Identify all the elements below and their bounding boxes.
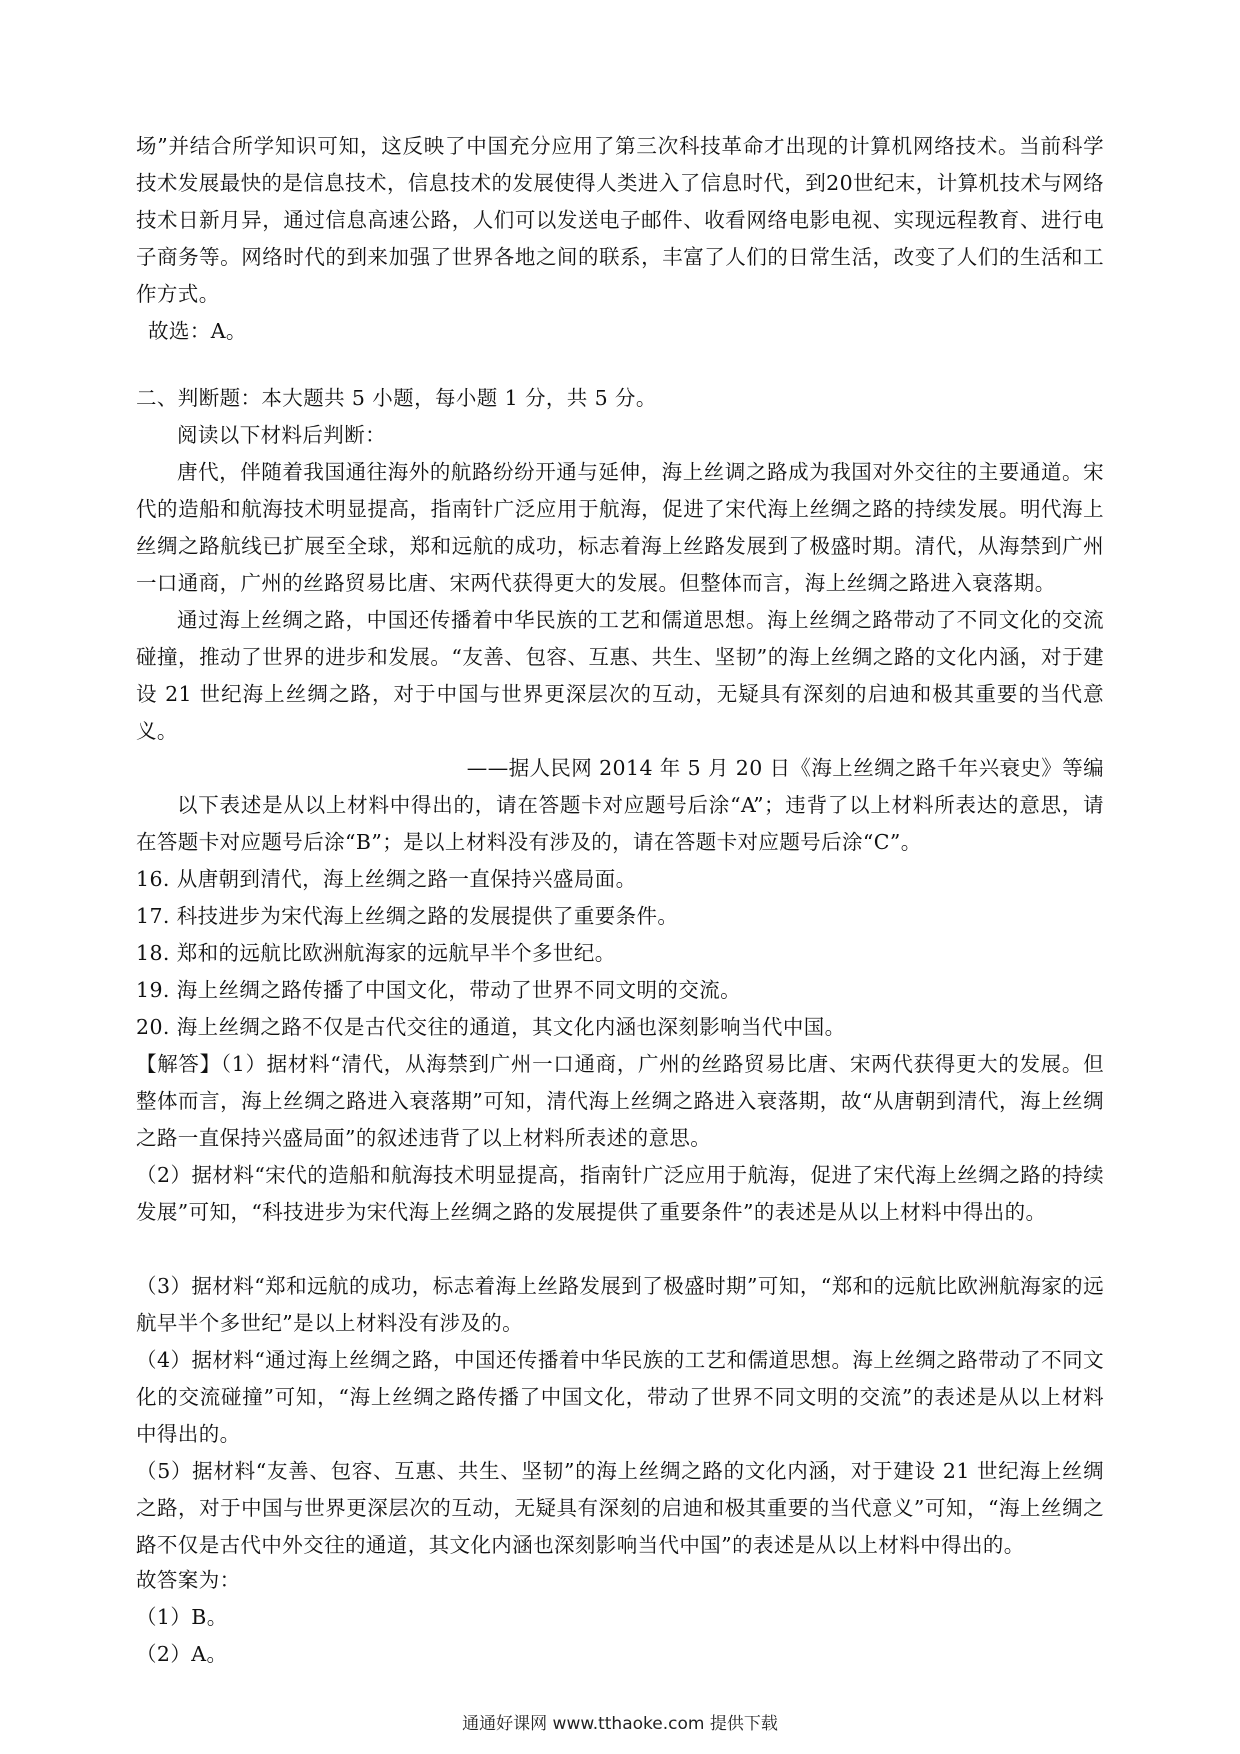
page-footer: 通通好课网 www.tthaoke.com 提供下载 [462, 1714, 778, 1734]
material-paragraph-1: 唐代，伴随着我国通往海外的航路纷纷开通与延伸，海上丝调之路成为我国对外交往的主要通道。宋代的造船和航海技术明显提高，指南针广泛应用于航海，促进了宋代海上丝绸之路的持续发展。明代海上丝绸之路航线已扩展至全球，郑和远航的成功，标志着海上丝路发展到了极盛时期。清代，从海禁到广州一口通商，广州的丝路贸易比唐、宋两代获得更大的发展。但整体而言，海上丝绸之路进入衰落期。 [136, 460, 1104, 595]
answer-paragraph-2: （2）据材料“宋代的造船和航海技术明显提高，指南针广泛应用于航海，促进了宋代海上丝绸之路的持续发展”可知，“科技进步为宋代海上丝绸之路的发展提供了重要条件”的表述是从以上材料中得出的。 [136, 1163, 1104, 1224]
section-heading: 二、判断题：本大题共 5 小题，每小题 1 分，共 5 分。 [136, 386, 657, 410]
answer-paragraph-1 [136, 1046, 1104, 1157]
answer-paragraph-4: （4）据材料“通过海上丝绸之路，中国还传播着中华民族的工艺和儒道思想。海上丝绸之路带动了不同文化的交流碰撞”可知，“海上丝绸之路传播了中国文化，带动了世界不同文明的交流”的表述是从以上材料中得出的。 [136, 1348, 1104, 1446]
question-20: 20. 海上丝绸之路不仅是古代交往的通道，其文化内涵也深刻影响当代中国。 [136, 1015, 846, 1039]
answer-text-1: （1）据材料“清代，从海禁到广州一口通商，广州的丝路贸易比唐、宋两代获得更大的发展。但整体而言，海上丝绸之路进入衰落期”可知，清代海上丝绸之路进入衰落期，故“从唐朝到清代，海上丝绸之路一直保持兴盛局面”的叙述违背了以上材料所表述的意思。 [136, 1052, 1104, 1150]
directions: 以下表述是从以上材料中得出的，请在答题卡对应题号后涂“A”；违背了以上材料所表达的意思，请在答题卡对应题号后涂“B”；是以上材料没有涉及的，请在答题卡对应题号后涂“C”。 [136, 793, 1104, 854]
question-19: 19. 海上丝绸之路传播了中国文化，带动了世界不同文明的交流。 [136, 978, 742, 1002]
answer-label: 【解答】 [136, 1052, 221, 1076]
question-16: 16. 从唐朝到清代，海上丝绸之路一直保持兴盛局面。 [136, 867, 637, 891]
conclusion-label: 故答案为： [136, 1568, 241, 1592]
question-18: 18. 郑和的远航比欧洲航海家的远航早半个多世纪。 [136, 941, 616, 965]
material-paragraph-2: 通过海上丝绸之路，中国还传播着中华民族的工艺和儒道思想。海上丝绸之路带动了不同文化的交流碰撞，推动了世界的进步和发展。“友善、包容、互惠、共生、坚韧”的海上丝绸之路的文化内涵，对于建设 21 世纪海上丝绸之路，对于中国与世界更深层次的互动，无疑具有深刻的启迪和极其重要的当代意义。 [136, 608, 1104, 743]
intro-choice: 故选：A。 [148, 319, 247, 343]
answer-paragraph-5: （5）据材料“友善、包容、互惠、共生、坚韧”的海上丝绸之路的文化内涵，对于建设 21 世纪海上丝绸之路，对于中国与世界更深层次的互动，无疑具有深刻的启迪和极其重要的当代意义”可知，“海上丝绸之路不仅是古代中外交往的通道，其文化内涵也深刻影响当代中国”的表述是从以上材料中得出的。 [136, 1459, 1104, 1557]
question-17: 17. 科技进步为宋代海上丝绸之路的发展提供了重要条件。 [136, 904, 679, 928]
section-instruction: 阅读以下材料后判断： [177, 423, 386, 447]
answer-paragraph-3: （3）据材料“郑和远航的成功，标志着海上丝路发展到了极盛时期”可知，“郑和的远航比欧洲航海家的远航早半个多世纪”是以上材料没有涉及的。 [136, 1274, 1104, 1335]
material-source: ——据人民网 2014 年 5 月 20 日《海上丝绸之路千年兴衰史》等编 [466, 756, 1104, 780]
final-answer-1: （1）B。 [136, 1605, 228, 1629]
final-answer-2: （2）A。 [136, 1642, 228, 1666]
intro-paragraph: 场”并结合所学知识可知，这反映了中国充分应用了第三次科技革命才出现的计算机网络技术。当前科学技术发展最快的是信息技术，信息技术的发展使得人类进入了信息时代，到20世纪末，计算机技术与网络技术日新月异，通过信息高速公路，人们可以发送电子邮件、收看网络电影电视、实现远程教育、进行电子商务等。网络时代的到来加强了世界各地之间的联系，丰富了人们的日常生活，改变了人们的生活和工作方式。 [136, 134, 1104, 306]
